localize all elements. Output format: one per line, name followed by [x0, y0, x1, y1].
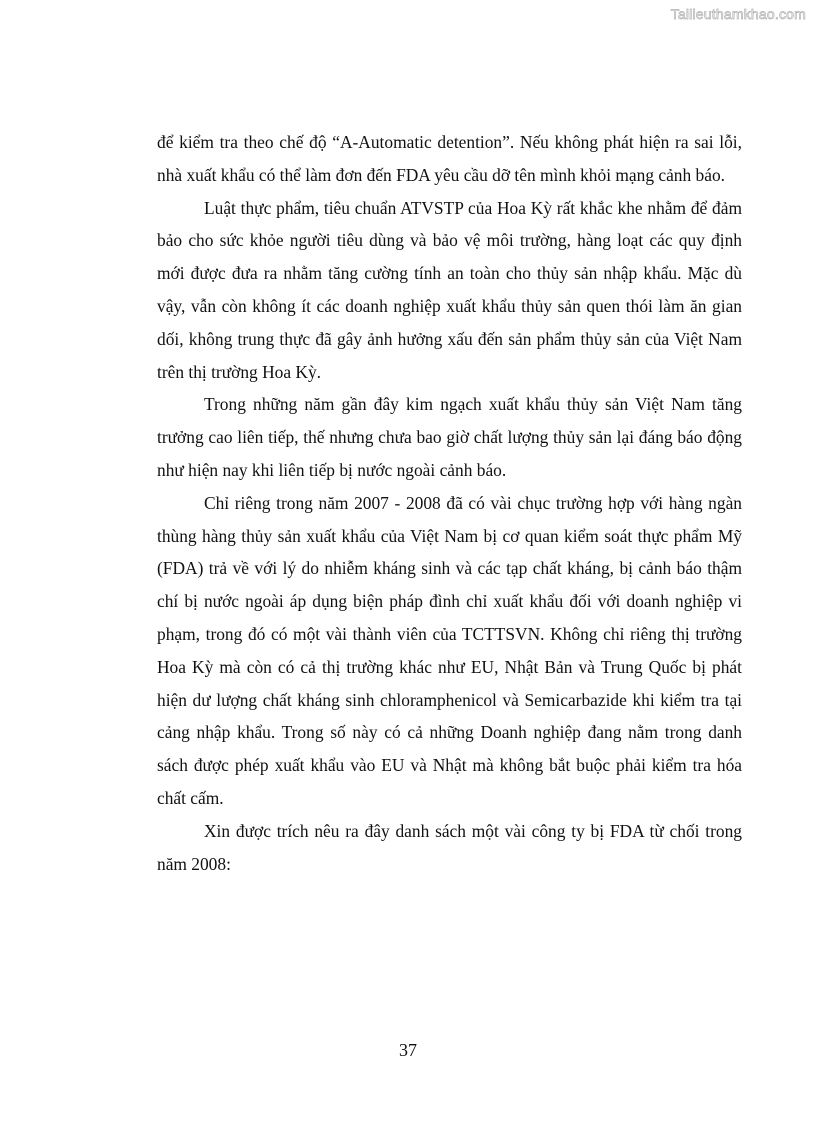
document-body [157, 126, 742, 880]
page-number: 37 [399, 1040, 417, 1060]
paragraph-company-list-intro: Xin được trích nêu ra đây danh sách một vài công ty bị FDA từ chối trong năm 2008: [157, 820, 742, 874]
paragraph-export-growth: Trong những năm gần đây kim ngạch xuất khẩu thủy sản Việt Nam tăng trưởng cao liên tiếp, thế nhưng chưa bao giờ chất lượng thủy sản lại đáng báo động như hiện nay khi liên tiếp bị nước ngoài cảnh báo. [157, 394, 742, 480]
paragraph-fda-rejections: Chỉ riêng trong năm 2007 - 2008 đã có vài chục trường hợp với hàng ngàn thùng hàng thủy sản xuất khẩu của Việt Nam bị cơ quan kiểm soát thực phẩm Mỹ (FDA) trả về với lý do nhiễm kháng sinh và các tạp chất kháng, bị cảnh báo thậm chí bị nước ngoài áp dụng biện pháp đình chỉ xuất khẩu đối với doanh nghiệp vi phạm, trong đó có một vài thành viên của TCTTSVN. Không chỉ riêng thị trường Hoa Kỳ mà còn có cả thị trường khác như EU, Nhật Bản và Trung Quốc bị phát hiện dư lượng chất kháng sinh chloramphenicol và Semicarbazide khi kiểm tra tại cảng nhập khẩu. Trong số này có cả những Doanh nghiệp đang nằm trong danh sách được phép xuất khẩu vào EU và Nhật mà không bắt buộc phải kiểm tra hóa chất cấm. [157, 492, 742, 808]
paragraph-food-law: Luật thực phẩm, tiêu chuẩn ATVSTP của Hoa Kỳ rất khắc khe nhằm để đảm bảo cho sức khỏe người tiêu dùng và bảo vệ môi trường, hàng loạt các quy định mới được đưa ra nhằm tăng cường tính an toàn cho thủy sản nhập khẩu. Mặc dù vậy, vẫn còn không ít các doanh nghiệp xuất khẩu thủy sản quen thói làm ăn gian dối, không trung thực đã gây ảnh hưởng xấu đến sản phẩm thủy sản của Việt Nam trên thị trường Hoa Kỳ. [157, 197, 742, 382]
paragraph-continuation: để kiểm tra theo chế độ “A-Automatic detention”. Nếu không phát hiện ra sai lỗi, nhà xuất khẩu có thể làm đơn đến FDA yêu cầu dỡ tên mình khỏi mạng cảnh báo. [157, 132, 742, 185]
watermark: Tailieuthamkhao.com [670, 6, 806, 22]
